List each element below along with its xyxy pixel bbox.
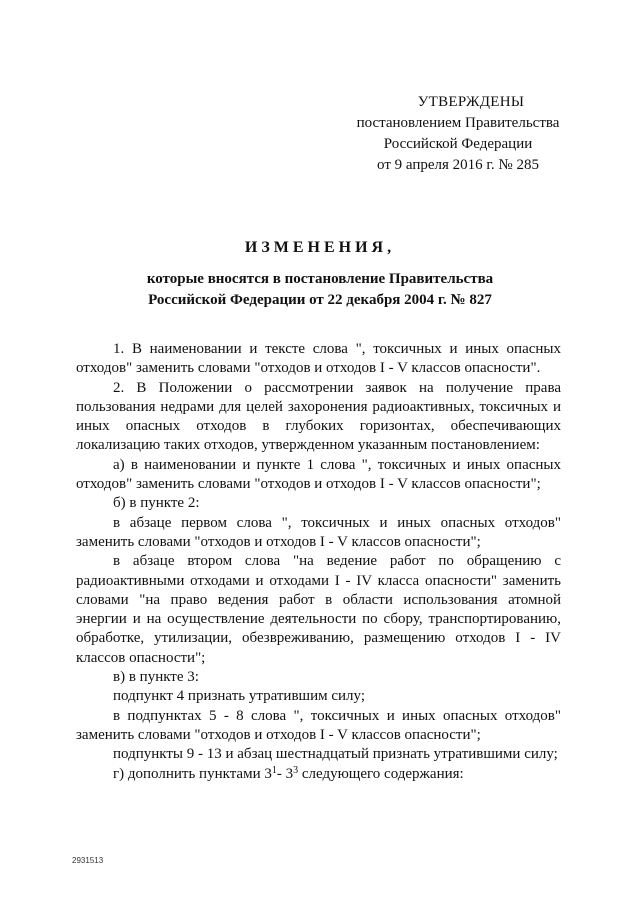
document-subtitle-line: Российской Федерации от 22 декабря 2004 г. № 827 bbox=[148, 292, 492, 308]
approval-line: от 9 апреля 2016 г. № 285 bbox=[377, 157, 539, 173]
paragraph: 1. В наименовании и тексте слова ", токсичных и иных опасных отходов" заменить словами "отходов и отходов I - V классов опасности". bbox=[76, 341, 561, 377]
paragraph: в абзаце первом слова ", токсичных и иных опасных отходов" заменить словами "отходов и отходов I - V классов опасности"; bbox=[76, 514, 561, 550]
paragraph-last-prefix: г) дополнить пунктами 3 bbox=[113, 765, 272, 782]
paragraph: подпункты 9 - 13 и абзац шестнадцатый признать утратившими силу; bbox=[113, 746, 558, 763]
approval-line: постановлением Правительства bbox=[356, 115, 560, 131]
superscript: 3 bbox=[293, 764, 299, 776]
approval-line: Российской Федерации bbox=[383, 136, 533, 152]
paragraph-last-suffix: следующего содержания: bbox=[298, 765, 464, 782]
superscript: 1 bbox=[271, 764, 277, 776]
document-body bbox=[76, 340, 561, 784]
paragraph: в) в пункте 3: bbox=[113, 669, 199, 686]
paragraph: а) в наименовании и пункте 1 слова ", токсичных и иных опасных отходов" заменить словами "отходов и отходов I - V классов опасности"; bbox=[76, 456, 561, 493]
approval-stamp bbox=[330, 92, 586, 176]
paragraph-last bbox=[76, 765, 561, 784]
document-title: ИЗМЕНЕНИЯ, bbox=[244, 239, 396, 256]
paragraph: подпункт 4 признать утратившим силу; bbox=[113, 688, 365, 705]
document-subtitle-line: которые вносятся в постановление Правительства bbox=[146, 271, 494, 287]
paragraph: в подпунктах 5 - 8 слова ", токсичных и иных опасных отходов" заменить словами "отходов и отходов I - V классов опасности"; bbox=[76, 707, 561, 743]
paragraph: б) в пункте 2: bbox=[113, 495, 200, 512]
paragraph: в абзаце втором слова "на ведение работ по обращению с радиоактивными отходами и отходами I - IV класса опасности" заменить словами "на право ведения работ в области использования атомной энергии и на осуществление деятельности по сбору, транспортированию, обработке, утилизации, обезвреживанию, размещению отходов I - IV классов опасности"; bbox=[76, 553, 561, 666]
approval-heading: УТВЕРЖДЕНЫ bbox=[417, 94, 525, 110]
paragraph-last-middle: - 3 bbox=[276, 765, 294, 782]
title-block bbox=[0, 237, 640, 311]
document-number: 2931513 bbox=[72, 856, 104, 865]
paragraph: 2. В Положении о рассмотрении заявок на получение права пользования недрами для целей захоронения радиоактивных, токсичных и иных опасных отходов в глубоких горизонтах, обеспечивающих локализацию таких отходов, утвержденном указанным постановлением: bbox=[76, 379, 561, 454]
